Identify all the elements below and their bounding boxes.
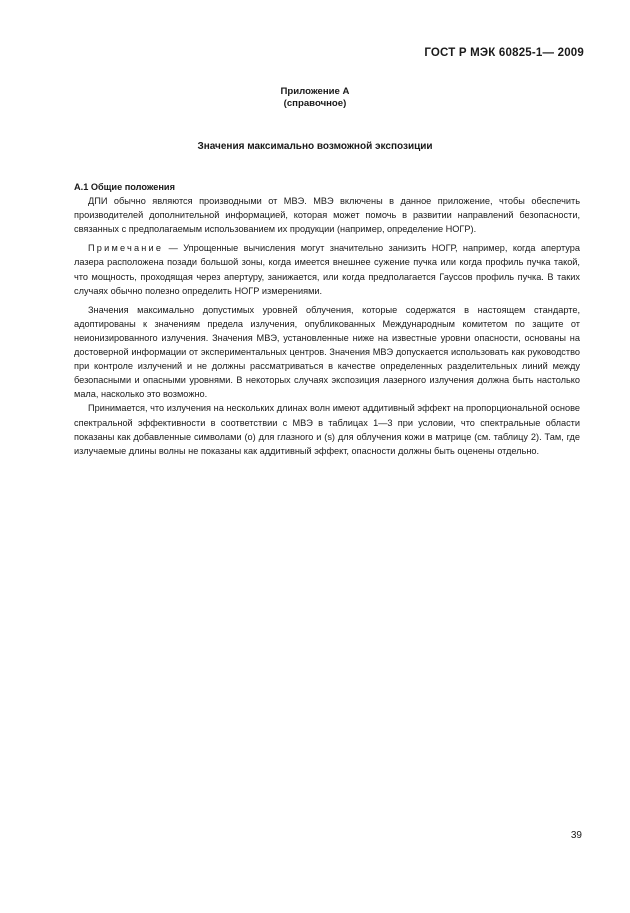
note-text: — Упрощенные вычисления могут значительно занизить НОГР, например, когда апертура лазера расположена позади большой зоны, когда имеется внешнее сужение пучка или когда профиль пучка такой, что мощность, проходящая через апертуру, занижается, или когда предполагается Гауссов профиль пучка. В таких случаях обычно полезно определить НОГР измерениями. [74, 243, 580, 296]
annex-heading [0, 86, 630, 110]
paragraph-intro: ДПИ обычно являются производными от МВЭ. МВЭ включены в данное приложение, чтобы обеспечить производителей дополнительной информацией, которая может помочь в развитии направлений безопасности, связанных с предполагаемым использованием их продукции (например, определение НОГР). [74, 196, 580, 235]
section-title: Значения максимально возможной экспозиции [197, 141, 433, 152]
annex-title: Приложение А [280, 86, 350, 97]
paragraph-additive-effect: Принимается, что излучения на нескольких длинах волн имеют аддитивный эффект на пропорциональной основе спектральной эффективности в соответствии с МВЭ в таблицах 1—3 при условии, что спектральные области показаны как добавленные символами (о) для глазного и (s) для облучения кожи в матрице (см. таблицу 2). Там, где излучаемые длины волны не показаны как аддитивный эффект, опасности должны быть оценены отдельно. [74, 403, 580, 456]
page-number: 39 [570, 830, 582, 841]
paragraph-mpe-values: Значения максимально допустимых уровней облучения, которые содержатся в настоящем стандарте, адоптированы к значениям предела излучения, опубликованных Международным комитетом по защите от неионизированного излучения. Значения МВЭ, установленные ниже на известные уровни опасности, основаны на достоверной информации от экспериментальных центров. Значения МВЭ допускается использовать как руководство при контроле излучений и не должны рассматриваться в качестве определенных разделительных линий между безопасными и опасными уровнями. В некоторых случаях экспозиция лазерного излучения должна быть настолько мала, насколько это возможно. [74, 304, 580, 400]
annex-subtitle: (справочное) [283, 98, 347, 109]
note-paragraph [74, 241, 580, 297]
note-label: Примечание [88, 243, 164, 254]
document-code: ГОСТ Р МЭК 60825-1— 2009 [424, 47, 584, 59]
subsection-heading: А.1 Общие положения [74, 182, 175, 192]
body-text [74, 180, 580, 458]
